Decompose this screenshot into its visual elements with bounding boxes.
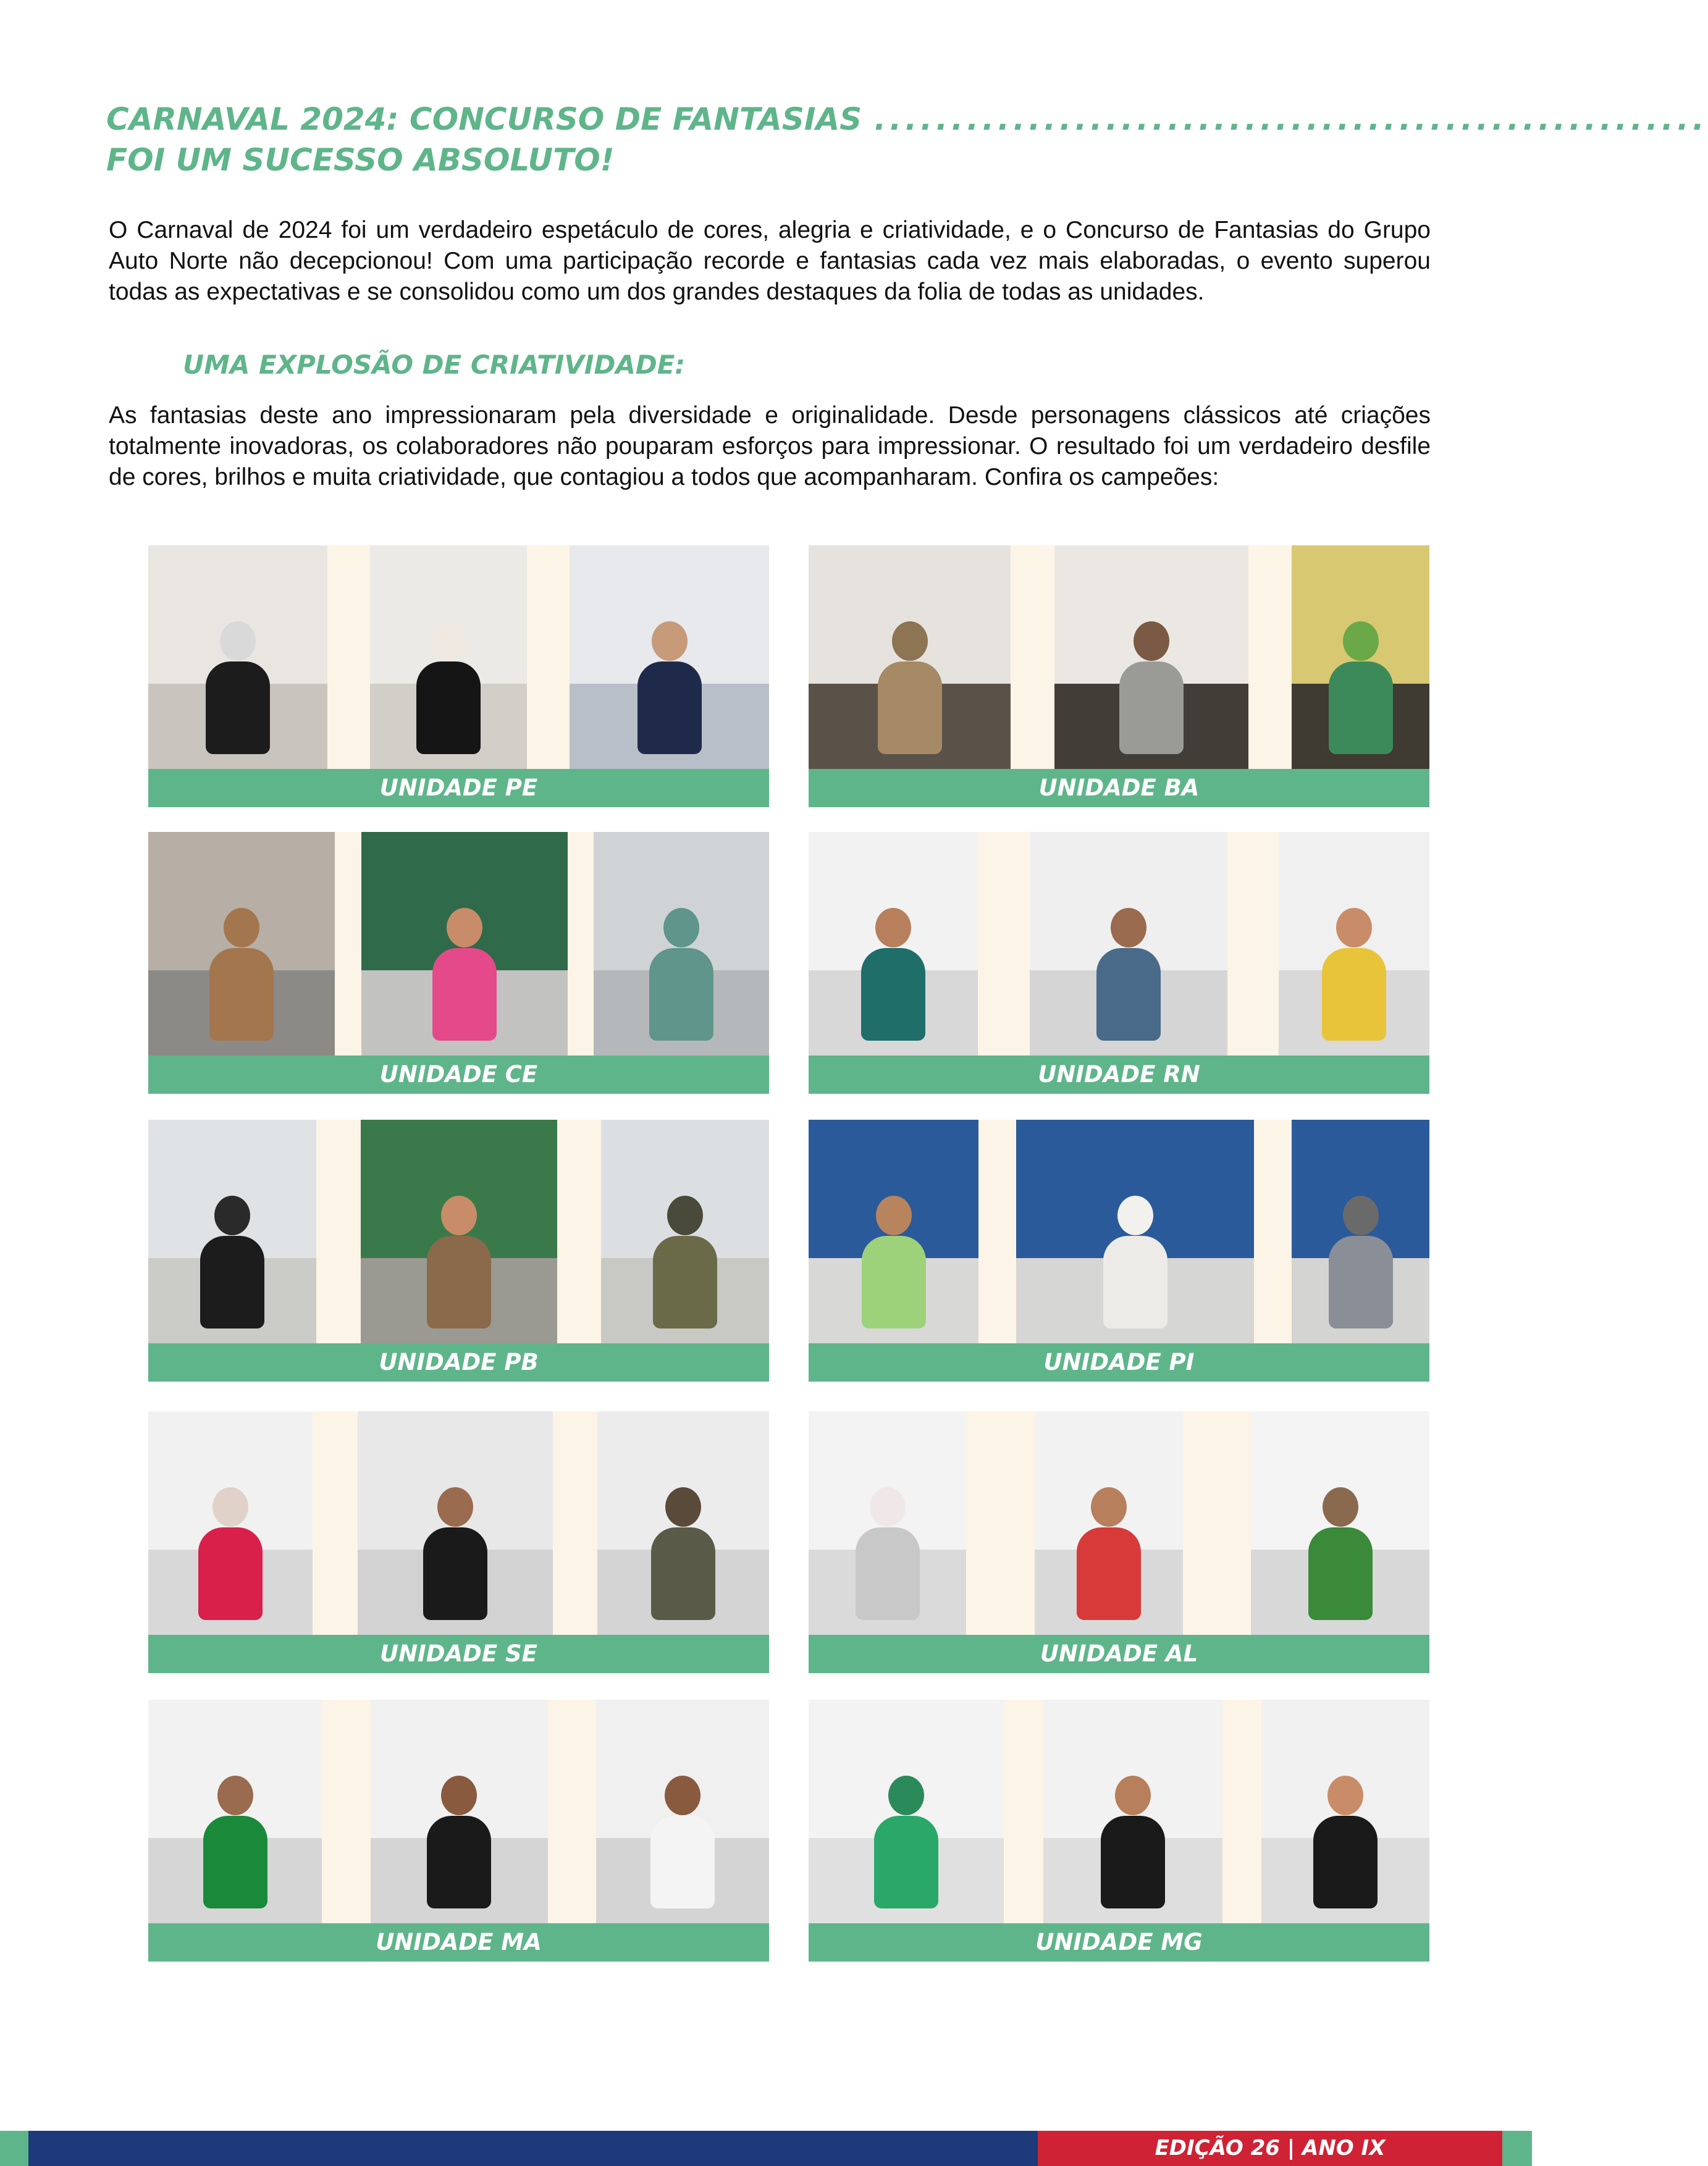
costumed-person — [651, 1527, 715, 1620]
person-head — [214, 1196, 250, 1235]
unit-panel — [148, 832, 769, 1094]
person-head — [1336, 908, 1372, 947]
costumed-person — [637, 661, 702, 754]
costumed-person — [1313, 1816, 1378, 1908]
costume-photo — [1035, 1411, 1183, 1635]
costumed-person — [1329, 1236, 1393, 1329]
unit-panel — [809, 1120, 1429, 1382]
costumed-person — [427, 1816, 491, 1908]
person-head — [447, 908, 482, 947]
person-head — [1117, 1196, 1153, 1235]
costumed-person — [427, 1236, 491, 1329]
unit-label: UNIDADE PI — [809, 1343, 1429, 1382]
costume-photo — [1251, 1411, 1429, 1635]
costumed-person — [1101, 1816, 1165, 1908]
person-head — [663, 908, 699, 947]
person-head — [220, 621, 256, 661]
costumed-person — [1308, 1527, 1373, 1620]
person-head — [437, 1487, 473, 1527]
costumed-person — [416, 661, 481, 754]
person-head — [1091, 1487, 1127, 1527]
unit-label: UNIDADE CE — [148, 1056, 769, 1094]
unit-panel — [148, 1120, 769, 1382]
costume-photo — [809, 1120, 978, 1343]
unit-panel — [148, 1411, 769, 1674]
costumed-person — [209, 948, 274, 1041]
unit-panel — [148, 1700, 769, 1962]
costumed-person — [1077, 1527, 1141, 1620]
unit-label: UNIDADE MA — [148, 1923, 769, 1962]
costume-photo — [809, 1411, 966, 1635]
costumed-person — [203, 1816, 267, 1908]
unit-label: UNIDADE AL — [809, 1635, 1429, 1673]
costumed-person — [653, 1236, 717, 1329]
costumed-person — [650, 1816, 715, 1908]
person-head — [667, 1196, 703, 1235]
unit-photo-strip — [809, 1411, 1429, 1635]
footer-green-right — [1502, 2131, 1532, 2166]
costume-photo — [371, 1700, 548, 1923]
costume-photo — [601, 1120, 769, 1343]
costume-photo — [148, 1700, 322, 1923]
intro-paragraph: O Carnaval de 2024 foi um verdadeiro espetáculo de cores, alegria e criatividade, e o Concurso de Fantasias do Grupo Auto Norte não decepcionou! Com uma participação recorde e fantasias cada vez mais elaboradas, o evento superou todas as expectativas e se consolidou como um dos grandes destaques da folia de todas as unidades. — [109, 217, 1431, 305]
costumed-person — [649, 948, 713, 1041]
unit-photo-strip — [809, 832, 1429, 1056]
costume-photo — [1261, 1700, 1429, 1923]
costume-photo — [570, 545, 769, 769]
footer-green-left — [0, 2131, 28, 2166]
person-head — [876, 1196, 912, 1235]
unit-label: UNIDADE SE — [148, 1635, 769, 1673]
costume-photo — [358, 1411, 553, 1635]
costumed-person — [1119, 661, 1184, 754]
unit-label: UNIDADE MG — [809, 1923, 1429, 1962]
section-subheading: UMA EXPLOSÃO DE CRIATIVIDADE: — [183, 350, 686, 380]
unit-panel — [809, 545, 1429, 808]
costume-photo — [809, 545, 1011, 769]
costumed-person — [432, 948, 497, 1041]
unit-photo-strip — [148, 832, 769, 1056]
body-paragraph: As fantasias deste ano impressionaram pela diversidade e originalidade. Desde personagens clássicos até criações totalmente inovadoras, os colaboradores não pouparam esforços para impressionar. O resultado foi um verdadeiro desfile de cores, brilhos e muita criatividade, que contagiou a todos que acompanharam. Confira os campeões: — [109, 402, 1431, 490]
unit-label: UNIDADE BA — [809, 769, 1429, 807]
title-line-1-text: CARNAVAL 2024: CONCURSO DE FANTASIAS — [106, 101, 862, 137]
unit-photo-strip — [148, 1120, 769, 1343]
person-head — [1343, 621, 1379, 661]
costumed-person — [874, 1816, 938, 1908]
costumed-person — [1103, 1236, 1167, 1329]
unit-panel — [809, 832, 1429, 1094]
costume-photo — [1043, 1700, 1222, 1923]
title-block — [106, 99, 1708, 180]
person-head — [870, 1487, 906, 1527]
person-head — [1323, 1487, 1358, 1527]
unit-photo-strip — [809, 1120, 1429, 1343]
person-head — [1327, 1776, 1363, 1815]
person-head — [875, 908, 911, 947]
footer-edition: EDIÇÃO 26 | ANO IX — [1038, 2131, 1502, 2166]
costume-photo — [594, 832, 769, 1056]
person-head — [1111, 908, 1146, 947]
person-head — [1343, 1196, 1379, 1235]
person-head — [217, 1776, 253, 1815]
person-head — [652, 621, 688, 661]
unit-panel — [809, 1411, 1429, 1674]
costume-photo — [1030, 832, 1227, 1056]
unit-photo-strip — [148, 545, 769, 769]
unit-photo-strip — [809, 1700, 1429, 1923]
person-head — [431, 621, 466, 661]
person-head — [888, 1776, 924, 1815]
costume-photo — [1054, 545, 1248, 769]
unit-panel — [148, 545, 769, 808]
unit-label: UNIDADE PB — [148, 1343, 769, 1382]
unit-photo-strip — [148, 1700, 769, 1923]
unit-label: UNIDADE RN — [809, 1056, 1429, 1094]
article-title-line-2 — [106, 140, 1434, 180]
person-head — [212, 1487, 248, 1527]
person-head — [1134, 621, 1169, 661]
costume-photo — [1279, 832, 1429, 1056]
title-line-2-text: FOI UM SUCESSO ABSOLUTO! — [106, 142, 615, 178]
costumed-person — [423, 1527, 487, 1620]
person-head — [441, 1776, 477, 1815]
costume-photo — [809, 1700, 1004, 1923]
costume-photo — [596, 1700, 769, 1923]
costume-photo — [148, 545, 327, 769]
person-head — [665, 1776, 700, 1815]
costumed-person — [861, 948, 925, 1041]
article-title-line-1 — [106, 99, 1708, 140]
costumed-person — [1322, 948, 1386, 1041]
costumed-person — [198, 1527, 263, 1620]
costume-photo — [361, 832, 568, 1056]
costume-photo — [809, 832, 978, 1056]
costume-photo — [370, 545, 527, 769]
costumed-person — [856, 1527, 920, 1620]
unit-label: UNIDADE PE — [148, 769, 769, 807]
footer-bar — [0, 2131, 1532, 2166]
person-head — [892, 621, 928, 661]
costume-photo — [148, 1411, 313, 1635]
person-head — [441, 1196, 477, 1235]
unit-panel — [809, 1700, 1429, 1962]
title-dot-leader: ...................................................... — [874, 101, 1708, 137]
costumed-person — [878, 661, 942, 754]
costume-photo — [1292, 1120, 1429, 1343]
costume-photo — [148, 832, 335, 1056]
person-head — [224, 908, 259, 947]
person-head — [1115, 1776, 1151, 1815]
footer-navy-band — [28, 2131, 1038, 2166]
costume-photo — [148, 1120, 316, 1343]
costume-photo — [1292, 545, 1429, 769]
costumed-person — [862, 1236, 926, 1329]
unit-photo-strip — [809, 545, 1429, 769]
costumed-person — [200, 1236, 264, 1329]
costumed-person — [1329, 661, 1393, 754]
person-head — [665, 1487, 701, 1527]
costumed-person — [206, 661, 270, 754]
costume-photo — [597, 1411, 769, 1635]
costume-photo — [361, 1120, 557, 1343]
costumed-person — [1096, 948, 1161, 1041]
costume-photo — [1016, 1120, 1254, 1343]
unit-photo-strip — [148, 1411, 769, 1635]
